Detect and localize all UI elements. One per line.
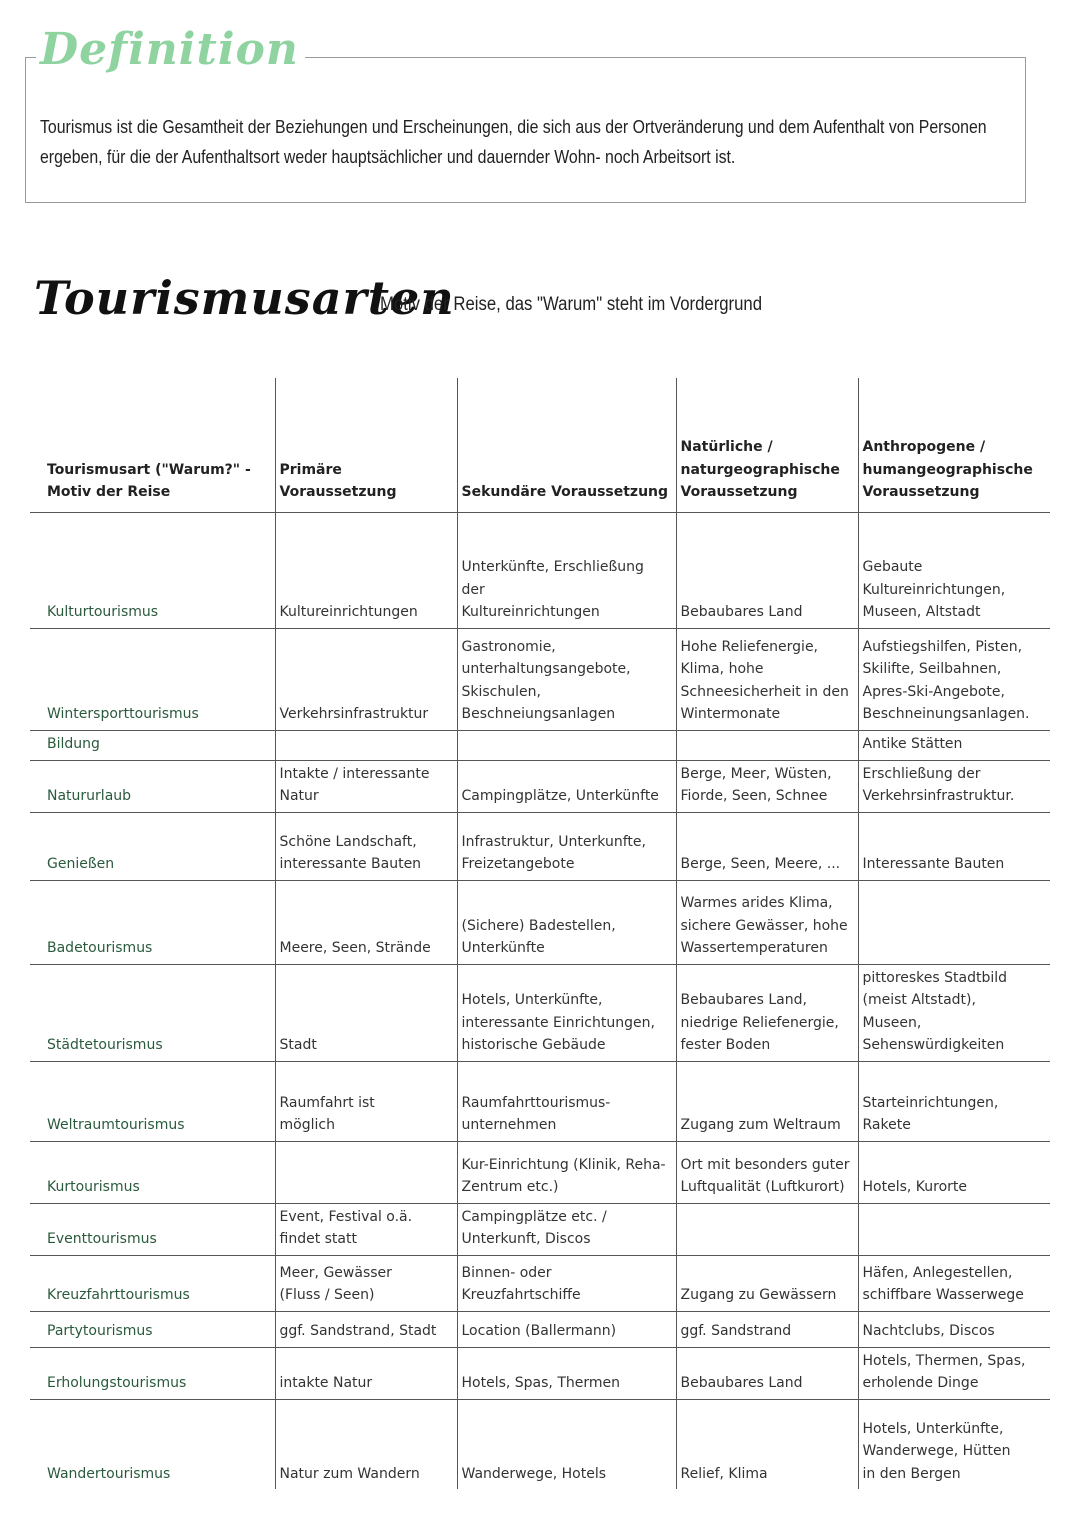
- cell-primaer: [275, 730, 457, 760]
- cell-art: Partytourismus: [30, 1311, 275, 1347]
- cell-sekundaer: Location (Ballermann): [457, 1311, 676, 1347]
- cell-anthropogen: [858, 880, 1050, 964]
- cell-anthropogen: Aufstiegshilfen, Pisten, Skilifte, Seilbahnen, Apres-Ski-Angebote, Beschneinungsanlagen.: [858, 628, 1050, 730]
- cell-anthropogen: Hotels, Unterkünfte, Wanderwege, Hütten in den Bergen: [858, 1399, 1050, 1489]
- header-primaer: Primäre Voraussetzung: [275, 378, 457, 512]
- cell-primaer: Intakte / interessante Natur: [275, 760, 457, 812]
- tourism-types-table: [30, 378, 1050, 1489]
- cell-primaer: ggf. Sandstrand, Stadt: [275, 1311, 457, 1347]
- cell-art: Genießen: [30, 812, 275, 880]
- table-row: [30, 1399, 1050, 1489]
- cell-natuerlich: [676, 730, 858, 760]
- cell-primaer: intakte Natur: [275, 1347, 457, 1399]
- cell-art: Städtetourismus: [30, 964, 275, 1061]
- cell-natuerlich: ggf. Sandstrand: [676, 1311, 858, 1347]
- cell-art: Wandertourismus: [47, 1465, 171, 1482]
- cell-sekundaer: Hotels, Unterkünfte, interessante Einrichtungen, historische Gebäude: [457, 964, 676, 1061]
- cell-anthropogen: Starteinrichtungen, Rakete: [858, 1061, 1050, 1141]
- table-row: [30, 1203, 1050, 1255]
- cell-art: Badetourismus: [30, 880, 275, 964]
- table-row: [30, 812, 1050, 880]
- cell-sekundaer: Hotels, Spas, Thermen: [457, 1347, 676, 1399]
- cell-natuerlich: Zugang zu Gewässern: [676, 1255, 858, 1311]
- cell-art: Bildung: [30, 730, 275, 760]
- cell-anthropogen: Interessante Bauten: [858, 812, 1050, 880]
- cell-natuerlich: Warmes arides Klima, sichere Gewässer, hohe Wassertemperaturen: [676, 880, 858, 964]
- cell-natuerlich: [676, 1203, 858, 1255]
- cell-primaer: Stadt: [275, 964, 457, 1061]
- cell-anthropogen: Hotels, Kurorte: [858, 1141, 1050, 1203]
- section-subtitle: Motiv der Reise, das "Warum" steht im Vordergrund: [380, 294, 763, 315]
- cell-natuerlich: Hohe Reliefenergie, Klima, hohe Schneesicherheit in den Wintermonate: [676, 628, 858, 730]
- cell-anthropogen: Gebaute Kultureinrichtungen, Museen, Altstadt: [858, 512, 1050, 628]
- cell-primaer: Event, Festival o.ä. findet statt: [275, 1203, 457, 1255]
- cell-natuerlich: Bebaubares Land: [676, 1347, 858, 1399]
- cell-natuerlich: Berge, Meer, Wüsten, Fiorde, Seen, Schnee: [676, 760, 858, 812]
- cell-primaer: [275, 1141, 457, 1203]
- header-natuerlich: Natürliche / naturgeographische Voraussetzung: [676, 378, 858, 512]
- cell-natuerlich: Zugang zum Weltraum: [676, 1061, 858, 1141]
- table-row: [30, 1061, 1050, 1141]
- cell-sekundaer: Campingplätze, Unterkünfte: [457, 760, 676, 812]
- cell-sekundaer: (Sichere) Badestellen, Unterkünfte: [457, 880, 676, 964]
- cell-sekundaer: Gastronomie, unterhaltungsangebote, Skischulen, Beschneiungsanlagen: [457, 628, 676, 730]
- cell-sekundaer: Campingplätze etc. / Unterkunft, Discos: [457, 1203, 676, 1255]
- cell-art: Natururlaub: [30, 760, 275, 812]
- cell-primaer: Kultureinrichtungen: [275, 512, 457, 628]
- cell-primaer: Verkehrsinfrastruktur: [275, 628, 457, 730]
- table-row: [30, 760, 1050, 812]
- cell-natuerlich: Relief, Klima: [676, 1399, 858, 1489]
- table-row: [30, 964, 1050, 1061]
- table-row: [30, 730, 1050, 760]
- definition-text: Tourismus ist die Gesamtheit der Beziehungen und Erscheinungen, die sich aus der Ortveränderung und dem Aufenthalt von Personen ergeben, für die der Aufenthaltsort weder hauptsächlicher und dauernder Wohn- noch Arbeitsort ist.: [40, 117, 987, 167]
- table-row: [30, 512, 1050, 628]
- cell-primaer: Meere, Seen, Strände: [275, 880, 457, 964]
- table-row: [30, 628, 1050, 730]
- cell-sekundaer: Infrastruktur, Unterkunfte, Freizetangebote: [457, 812, 676, 880]
- cell-anthropogen: Antike Stätten: [858, 730, 1050, 760]
- cell-primaer: Natur zum Wandern: [275, 1399, 457, 1489]
- cell-anthropogen: Erschließung der Verkehrsinfrastruktur.: [858, 760, 1050, 812]
- cell-natuerlich: Ort mit besonders guter Luftqualität (Luftkurort): [676, 1141, 858, 1203]
- cell-primaer: Raumfahrt ist möglich: [275, 1061, 457, 1141]
- cell-sekundaer: Kur-Einrichtung (Klinik, Reha- Zentrum etc.): [457, 1141, 676, 1203]
- section-title: Tourismusarten: [34, 271, 455, 325]
- header-tourismusart: Tourismusart ("Warum?" - Motiv der Reise: [30, 378, 275, 512]
- table-row: [30, 880, 1050, 964]
- table-row: [30, 1347, 1050, 1399]
- cell-art: Wintersporttourismus: [30, 628, 275, 730]
- table-row: [30, 1311, 1050, 1347]
- cell-art: Kurtourismus: [30, 1141, 275, 1203]
- table-row: [30, 1141, 1050, 1203]
- cell-art: Kreuzfahrttourismus: [30, 1255, 275, 1311]
- cell-sekundaer: [457, 730, 676, 760]
- cell-sekundaer: Raumfahrttourismus- unternehmen: [457, 1061, 676, 1141]
- cell-anthropogen: Nachtclubs, Discos: [858, 1311, 1050, 1347]
- header-sekundaer: Sekundäre Voraussetzung: [457, 378, 676, 512]
- cell-anthropogen: Hotels, Thermen, Spas, erholende Dinge: [858, 1347, 1050, 1399]
- cell-sekundaer: Binnen- oder Kreuzfahrtschiffe: [457, 1255, 676, 1311]
- cell-sekundaer: Unterkünfte, Erschließung der Kultureinrichtungen: [457, 512, 676, 628]
- cell-art: Erholungstourismus: [30, 1347, 275, 1399]
- table-header-row: [30, 378, 1050, 512]
- cell-natuerlich: Bebaubares Land, niedrige Reliefenergie, fester Boden: [676, 964, 858, 1061]
- cell-sekundaer: Wanderwege, Hotels: [457, 1399, 676, 1489]
- cell-art: Kulturtourismus: [30, 512, 275, 628]
- definition-title: Definition: [36, 22, 305, 78]
- cell-art: Weltraumtourismus: [30, 1061, 275, 1141]
- cell-anthropogen: [858, 1203, 1050, 1255]
- cell-natuerlich: Berge, Seen, Meere, ...: [676, 812, 858, 880]
- cell-anthropogen: pittoreskes Stadtbild (meist Altstadt), Museen, Sehenswürdigkeiten: [858, 964, 1050, 1061]
- cell-primaer: Schöne Landschaft, interessante Bauten: [275, 812, 457, 880]
- cell-art: Eventtourismus: [30, 1203, 275, 1255]
- cell-anthropogen: Häfen, Anlegestellen, schiffbare Wasserwege: [858, 1255, 1050, 1311]
- cell-primaer: Meer, Gewässer (Fluss / Seen): [275, 1255, 457, 1311]
- header-anthropogen: Anthropogene / humangeographische Voraussetzung: [858, 378, 1050, 512]
- table-row: [30, 1255, 1050, 1311]
- cell-natuerlich: Bebaubares Land: [676, 512, 858, 628]
